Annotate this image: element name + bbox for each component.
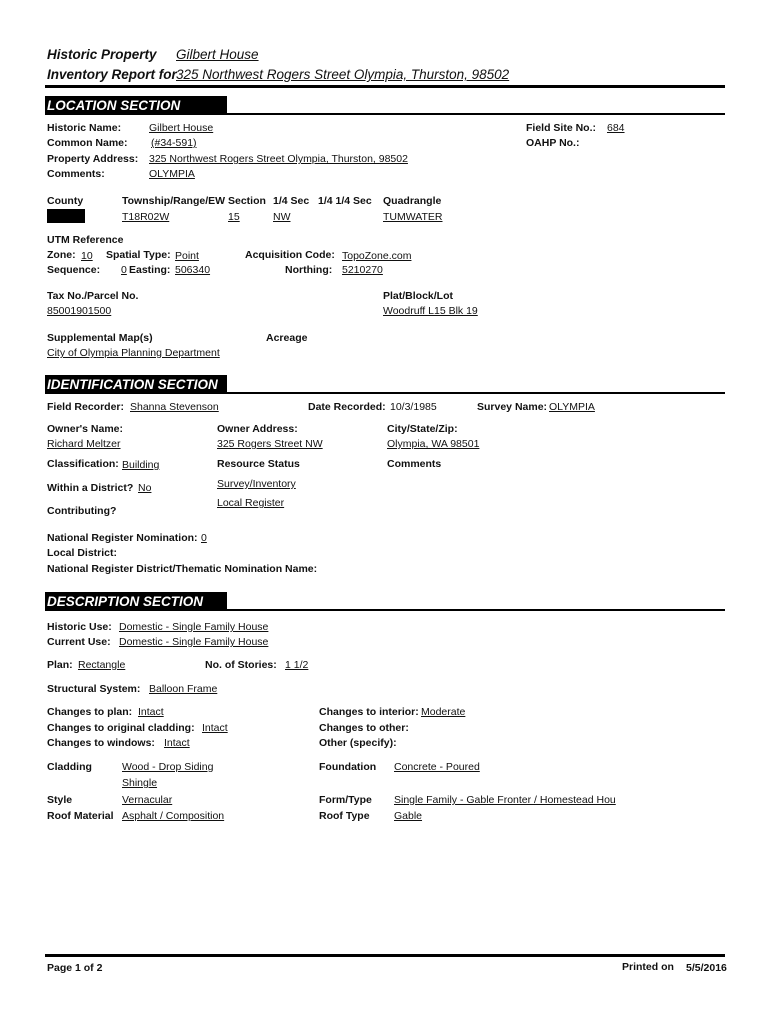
quarter-sec-label: 1/4 Sec xyxy=(273,195,310,207)
page-number: Page 1 of 2 xyxy=(47,962,103,974)
changes-interior-label: Changes to interior: xyxy=(319,706,419,718)
cladding-label: Cladding xyxy=(47,761,92,773)
county-redacted-block xyxy=(47,209,85,223)
local-district-label: Local District: xyxy=(47,547,118,559)
date-recorded-label: Date Recorded: xyxy=(308,401,386,413)
acquisition-code-label: Acquisition Code: xyxy=(245,249,335,261)
quarter-quarter-sec-label: 1/4 1/4 Sec xyxy=(318,195,372,207)
national-register-nomination-label: National Register Nomination: xyxy=(47,532,198,544)
cladding-value-2: Shingle xyxy=(122,777,158,789)
comments-label: Comments: xyxy=(47,168,105,180)
location-rule xyxy=(45,113,725,115)
current-use-value: Domestic - Single Family House xyxy=(119,636,269,648)
northing-value: 5210270 xyxy=(342,264,383,276)
foundation-label: Foundation xyxy=(319,761,377,773)
description-section-title: DESCRIPTION SECTION xyxy=(45,592,227,611)
national-register-nomination-value: 0 xyxy=(201,532,207,544)
owner-name-label: Owner's Name: xyxy=(47,423,124,435)
changes-interior-value: Moderate xyxy=(421,706,466,718)
resource-status-value-2: Local Register xyxy=(217,497,285,509)
plat-block-lot-label: Plat/Block/Lot xyxy=(383,290,454,302)
quarter-sec-value: NW xyxy=(273,211,291,223)
easting-label: Easting: xyxy=(129,264,171,276)
sequence-label: Sequence: xyxy=(47,264,101,276)
structural-system-value: Balloon Frame xyxy=(149,683,218,695)
description-rule xyxy=(45,609,725,611)
supplemental-map-value: City of Olympia Planning Department xyxy=(47,347,220,359)
resource-status-value-1: Survey/Inventory xyxy=(217,478,296,490)
zone-value: 10 xyxy=(81,250,93,262)
changes-cladding-value: Intact xyxy=(202,722,228,734)
owner-address-value: 325 Rogers Street NW xyxy=(217,438,323,450)
form-type-value: Single Family - Gable Fronter / Homestead Hou xyxy=(394,794,616,806)
current-use-label: Current Use: xyxy=(47,636,111,648)
stories-label: No. of Stories: xyxy=(205,659,277,671)
changes-other-label: Changes to other: xyxy=(319,722,409,734)
header-label-inventory: Inventory Report for xyxy=(47,67,177,82)
cladding-value-1: Wood - Drop Siding xyxy=(122,761,214,773)
foundation-value: Concrete - Poured xyxy=(394,761,480,773)
within-district-label: Within a District? xyxy=(47,482,134,494)
roof-type-label: Roof Type xyxy=(319,810,370,822)
sequence-value: 0 xyxy=(121,264,127,276)
classification-value: Building xyxy=(122,459,160,471)
survey-name-value: OLYMPIA xyxy=(549,401,595,413)
roof-type-value: Gable xyxy=(394,810,423,822)
quadrangle-label: Quadrangle xyxy=(383,195,442,207)
changes-cladding-label: Changes to original cladding: xyxy=(47,722,195,734)
resource-status-label: Resource Status xyxy=(217,458,300,470)
plan-label: Plan: xyxy=(47,659,73,671)
within-district-value: No xyxy=(138,482,152,494)
other-specify-label: Other (specify): xyxy=(319,737,397,749)
zone-label: Zone: xyxy=(47,249,76,261)
changes-windows-value: Intact xyxy=(164,737,190,749)
common-name-value: (#34-591) xyxy=(151,137,197,149)
section-label: Section xyxy=(228,195,266,207)
supplemental-map-label: Supplemental Map(s) xyxy=(47,332,153,344)
identification-section-title: IDENTIFICATION SECTION xyxy=(45,375,227,394)
printed-on-date: 5/5/2016 xyxy=(686,962,727,974)
identification-comments-label: Comments xyxy=(387,458,442,470)
owner-name-value: Richard Meltzer xyxy=(47,438,121,450)
structural-system-label: Structural System: xyxy=(47,683,141,695)
common-name-label: Common Name: xyxy=(47,137,128,149)
header-label-property: Historic Property xyxy=(47,47,157,62)
tax-parcel-label: Tax No./Parcel No. xyxy=(47,290,139,302)
historic-use-label: Historic Use: xyxy=(47,621,112,633)
classification-label: Classification: xyxy=(47,458,119,470)
changes-windows-label: Changes to windows: xyxy=(47,737,155,749)
identification-rule xyxy=(45,392,725,394)
form-type-label: Form/Type xyxy=(319,794,372,806)
spatial-type-label: Spatial Type: xyxy=(106,249,171,261)
owner-address-label: Owner Address: xyxy=(217,423,298,435)
national-register-district-label: National Register District/Thematic Nomination Name: xyxy=(47,563,318,575)
contributing-label: Contributing? xyxy=(47,505,117,517)
field-site-value: 684 xyxy=(607,122,625,134)
northing-label: Northing: xyxy=(285,264,333,276)
plat-block-lot-value: Woodruff L15 Blk 19 xyxy=(383,305,478,317)
historic-use-value: Domestic - Single Family House xyxy=(119,621,269,633)
section-value: 15 xyxy=(228,211,240,223)
trs-label: Township/Range/EW xyxy=(122,195,226,207)
roof-material-value: Asphalt / Composition xyxy=(122,810,225,822)
spatial-type-value: Point xyxy=(175,250,199,262)
survey-name-label: Survey Name: xyxy=(477,401,548,413)
city-state-zip-label: City/State/Zip: xyxy=(387,423,458,435)
city-state-zip-value: Olympia, WA 98501 xyxy=(387,438,480,450)
easting-value: 506340 xyxy=(175,264,211,276)
printed-on-label: Printed on xyxy=(622,961,674,973)
oahp-label: OAHP No.: xyxy=(526,137,580,149)
acquisition-code-value: TopoZone.com xyxy=(342,250,412,262)
tax-parcel-value: 85001901500 xyxy=(47,305,112,317)
comments-value: OLYMPIA xyxy=(149,168,195,180)
trs-value: T18R02W xyxy=(122,211,170,223)
plan-value: Rectangle xyxy=(78,659,126,671)
roof-material-label: Roof Material xyxy=(47,810,114,822)
quadrangle-value: TUMWATER xyxy=(383,211,443,223)
location-section-title: LOCATION SECTION xyxy=(45,96,227,115)
field-recorder-label: Field Recorder: xyxy=(47,401,125,413)
style-value: Vernacular xyxy=(122,794,173,806)
changes-plan-value: Intact xyxy=(138,706,164,718)
stories-value: 1 1/2 xyxy=(285,659,309,671)
changes-plan-label: Changes to plan: xyxy=(47,706,133,718)
historic-name-value: Gilbert House xyxy=(149,122,214,134)
header-rule xyxy=(45,85,725,88)
field-site-label: Field Site No.: xyxy=(526,122,597,134)
footer-rule xyxy=(45,954,725,957)
field-recorder-value: Shanna Stevenson xyxy=(130,401,219,413)
style-label: Style xyxy=(47,794,73,806)
header-property-address: 325 Northwest Rogers Street Olympia, Thurston, 98502 xyxy=(176,67,510,82)
county-label: County xyxy=(47,195,84,207)
header-property-name: Gilbert House xyxy=(176,47,259,62)
utm-reference-label: UTM Reference xyxy=(47,234,124,246)
property-address-value: 325 Northwest Rogers Street Olympia, Thurston, 98502 xyxy=(149,153,408,165)
property-address-label: Property Address: xyxy=(47,153,139,165)
acreage-label: Acreage xyxy=(266,332,308,344)
historic-name-label: Historic Name: xyxy=(47,122,122,134)
date-recorded-value: 10/3/1985 xyxy=(390,401,437,413)
